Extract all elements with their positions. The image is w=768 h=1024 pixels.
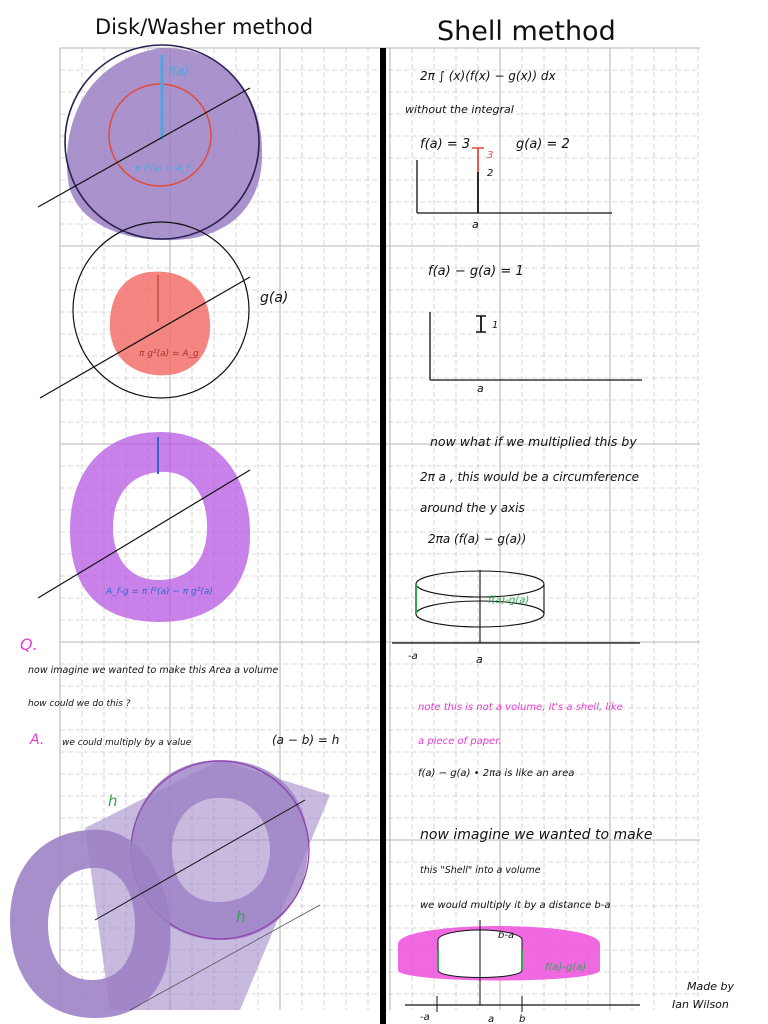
a-formula: (a − b) = h <box>272 733 340 747</box>
disk-g-area-label: π g²(a) = A_g <box>139 349 199 359</box>
shell-a: a <box>476 653 483 666</box>
area-note: f(a) − g(a) • 2πa is like an area <box>418 768 575 779</box>
pink-note-line-1: note this is not a volume, it's a shell, like <box>418 702 623 713</box>
front-washer-fill <box>10 830 170 1018</box>
ga-value: g(a) = 2 <box>516 137 570 152</box>
shell-volume-ba: b-a <box>498 930 515 941</box>
shell-volume-fg: f(a)-g(a) <box>545 962 587 973</box>
shell-fg-label: f(a)-g(a) <box>488 595 530 606</box>
left-title: Disk/Washer method <box>95 15 314 39</box>
plot1-a-label: a <box>472 218 479 231</box>
shell-formula: 2π ∫ (x)(f(x) − g(x)) dx <box>420 69 556 83</box>
a-text: we could multiply by a value <box>62 738 192 748</box>
right-title: Shell method <box>437 16 616 47</box>
disk-g-figure <box>40 222 288 398</box>
credit-line-2: Ian Wilson <box>672 998 729 1011</box>
a-marker: A. <box>30 732 45 748</box>
paragraph-line-3: around the y axis <box>420 501 525 515</box>
plot2-a-label: a <box>477 382 484 395</box>
disk-g-fill <box>110 272 210 376</box>
without-integral: without the integral <box>405 103 514 116</box>
q-marker: Q. <box>20 635 38 654</box>
difference-value: f(a) − g(a) = 1 <box>428 264 524 279</box>
cylinder-h-label-bottom: h <box>236 908 246 926</box>
volume-line-2: this "Shell" into a volume <box>420 865 541 876</box>
disk-f-figure <box>38 45 262 240</box>
volume-line-1: now imagine we wanted to make <box>420 827 653 843</box>
disk-f-area-label: π f²(a) = A_f <box>135 164 190 174</box>
credit-line-1: Made by <box>687 980 734 993</box>
shell-volume-b: b <box>519 1014 526 1024</box>
pink-note-line-2: a piece of paper. <box>418 736 502 747</box>
paragraph-line-2: 2π a , this would be a circumference <box>420 470 639 484</box>
extruded-washer-figure <box>10 760 330 1018</box>
disk-f-radius-label: f(a) <box>168 64 189 78</box>
shell-volume-a: a <box>488 1014 495 1024</box>
plot1-tick-2: 2 <box>487 168 494 179</box>
plot1-tick-3: 3 <box>487 150 494 161</box>
shell-neg-a: -a <box>408 651 418 662</box>
bar-plot-1 <box>417 148 612 231</box>
plot2-one-label: 1 <box>492 320 499 331</box>
shell-volume-neg-a: -a <box>420 1012 430 1023</box>
volume-line-3: we would multiply it by a distance b-a <box>420 900 611 911</box>
cylinder-h-label-top: h <box>108 792 118 810</box>
q-line-2: how could we do this ? <box>28 699 131 709</box>
paragraph-formula: 2πa (f(a) − g(a)) <box>428 532 527 546</box>
disk-g-radius-label: g(a) <box>260 290 289 306</box>
washer-figure <box>38 432 250 622</box>
q-line-1: now imagine we wanted to make this Area a volume <box>28 665 279 676</box>
paragraph-line-1: now what if we multiplied this by <box>430 434 637 449</box>
shell-cylinder-figure <box>392 570 640 666</box>
fa-value: f(a) = 3 <box>420 137 471 152</box>
washer-area-label: A_f-g = π f²(a) − π g²(a) <box>106 587 213 597</box>
